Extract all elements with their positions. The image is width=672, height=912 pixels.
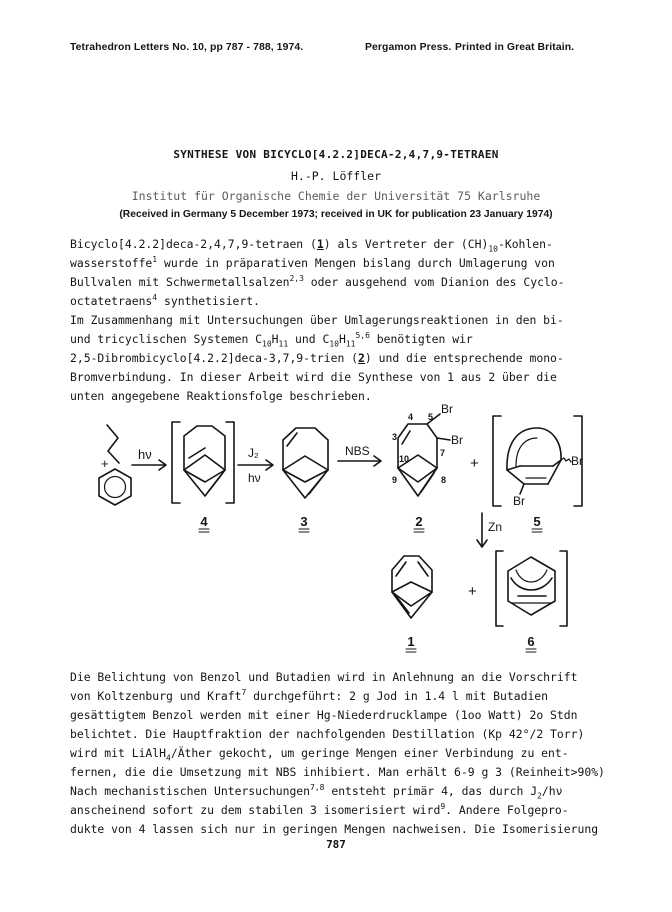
- compound-label: 4: [200, 514, 208, 529]
- hv-label: hν: [138, 447, 152, 462]
- body-line: Die Belichtung von Benzol und Butadien wird in Anlehnung an die Vorschrift: [70, 670, 578, 684]
- bromine-label: Br: [441, 402, 453, 416]
- compound-1-structure: [392, 556, 432, 618]
- institute: Institut für Organische Chemie der Universität 75 Karlsruhe: [131, 189, 541, 203]
- atom-number: 7: [440, 448, 446, 458]
- publisher: Pergamon Press.: [365, 42, 452, 53]
- atom-number: 3: [392, 432, 398, 442]
- compound-5-structure: [507, 428, 571, 494]
- intro-line: Bromverbindung. In dieser Arbeit wird die Synthese von 1 aus 2 über die: [70, 370, 557, 384]
- bromine-label: Br: [571, 454, 583, 468]
- compound-label: 6: [527, 634, 535, 649]
- zn-label: Zn: [488, 520, 503, 534]
- butadiene-structure: [107, 425, 119, 463]
- iodine-label: J₂: [248, 446, 259, 460]
- intro-line: und tricyclischen Systemen $C_{10}H_{11}$ und $C_{10}H_{11}^{5,6}$ benötigten wir: [70, 331, 473, 349]
- atom-number: 5: [428, 412, 434, 422]
- compound-label: 1: [407, 634, 415, 649]
- bromine-label: Br: [513, 494, 525, 508]
- atom-numbering: [392, 412, 446, 485]
- printed-in: Printed in Great Britain.: [455, 42, 575, 53]
- atom-number: 10: [399, 454, 410, 464]
- body-line: wird mit LiAlH$_4$/Äther gekocht, um geringe Mengen einer Verbindung zu ent-: [70, 746, 569, 763]
- atom-number: 8: [441, 475, 447, 485]
- body-line: dukte von 4 lassen sich nur in geringen Mengen nachweisen. Die Isomerisierung: [70, 822, 599, 836]
- body-line: gesättigtem Benzol werden mit einer Hg-Niederdrucklampe (1oo Watt) 2o Stdn: [70, 708, 578, 722]
- atom-number: 9: [392, 475, 398, 485]
- body-line: belichtet. Die Hauptfraktion der nachfolgenden Destillation (Kp 42°/2 Torr): [70, 727, 585, 741]
- label-underlines: [199, 529, 542, 652]
- compound-label: 5: [533, 514, 541, 529]
- compound-label: 3: [300, 514, 308, 529]
- body-line: Nach mechanistischen Untersuchungen$^{7,8}$ entsteht primär 4, das durch $J_2/h\nu$: [70, 783, 563, 801]
- author: H.-P. Löffler: [290, 169, 381, 183]
- reaction-arrow: [238, 460, 273, 470]
- compound-4-structure: [184, 426, 225, 496]
- intro-line: octatetraens$^4$ synthetisiert.: [70, 293, 260, 308]
- bracket: [493, 416, 582, 506]
- plus-sign: +: [470, 455, 479, 472]
- benzene-structure: [99, 469, 131, 505]
- intro-line: Bicyclo[4.2.2]deca-2,4,7,9-tetraen (1) als Vertreter der $(CH)_{10}-Kohlen-$: [70, 237, 553, 254]
- reaction-arrow: [477, 513, 487, 547]
- nbs-label: NBS: [345, 444, 370, 458]
- compound-3-structure: [283, 428, 328, 498]
- plus-sign: +: [468, 583, 477, 600]
- body-line: von Koltzenburg und Kraft$^7$ durchgeführt: 2 g Jod in 1.4 l mit Butadien: [70, 688, 549, 703]
- received-date: (Received in Germany 5 December 1973; received in UK for publication 23 January 1974): [119, 209, 553, 220]
- body-line: fernen, die die Umsetzung mit NBS inhibiert. Man erhält 6-9 g 3 (Reinheit>90%): [70, 765, 605, 779]
- compound-label: 2: [415, 514, 423, 529]
- hv-label: hν: [248, 471, 261, 485]
- compound-6-structure: [508, 557, 555, 615]
- intro-line: wasserstoffe$^1$ wurde in präparativen Mengen bislang durch Umlagerung von: [70, 255, 555, 270]
- atom-number: 4: [408, 412, 414, 422]
- intro-line: unten angegebene Reaktionsfolge beschrieben.: [70, 389, 372, 403]
- bromine-label: Br: [451, 433, 463, 447]
- intro-line: Bullvalen mit Schwermetallsalzen$^{2,3}$ oder ausgehend vom Dianion des Cyclo-: [70, 274, 565, 289]
- article-title: SYNTHESE VON BICYCLO[4.2.2]DECA-2,4,7,9-TETRAEN: [173, 148, 499, 161]
- plus-sign: +: [101, 456, 109, 471]
- intro-line: Im Zusammenhang mit Untersuchungen über Umlagerungsreaktionen in den bi-: [70, 313, 564, 327]
- page-number: 787: [326, 838, 346, 851]
- body-line: anscheinend sofort zu dem stabilen 3 isomerisiert wird$^9$. Andere Folgepro-: [70, 802, 569, 817]
- intro-line: 2,5-Dibrombicyclo[4.2.2]deca-3,7,9-trien (2) und die entsprechende mono-: [70, 351, 564, 365]
- journal-citation: Tetrahedron Letters No. 10, pp 787 - 788, 1974.: [70, 42, 304, 53]
